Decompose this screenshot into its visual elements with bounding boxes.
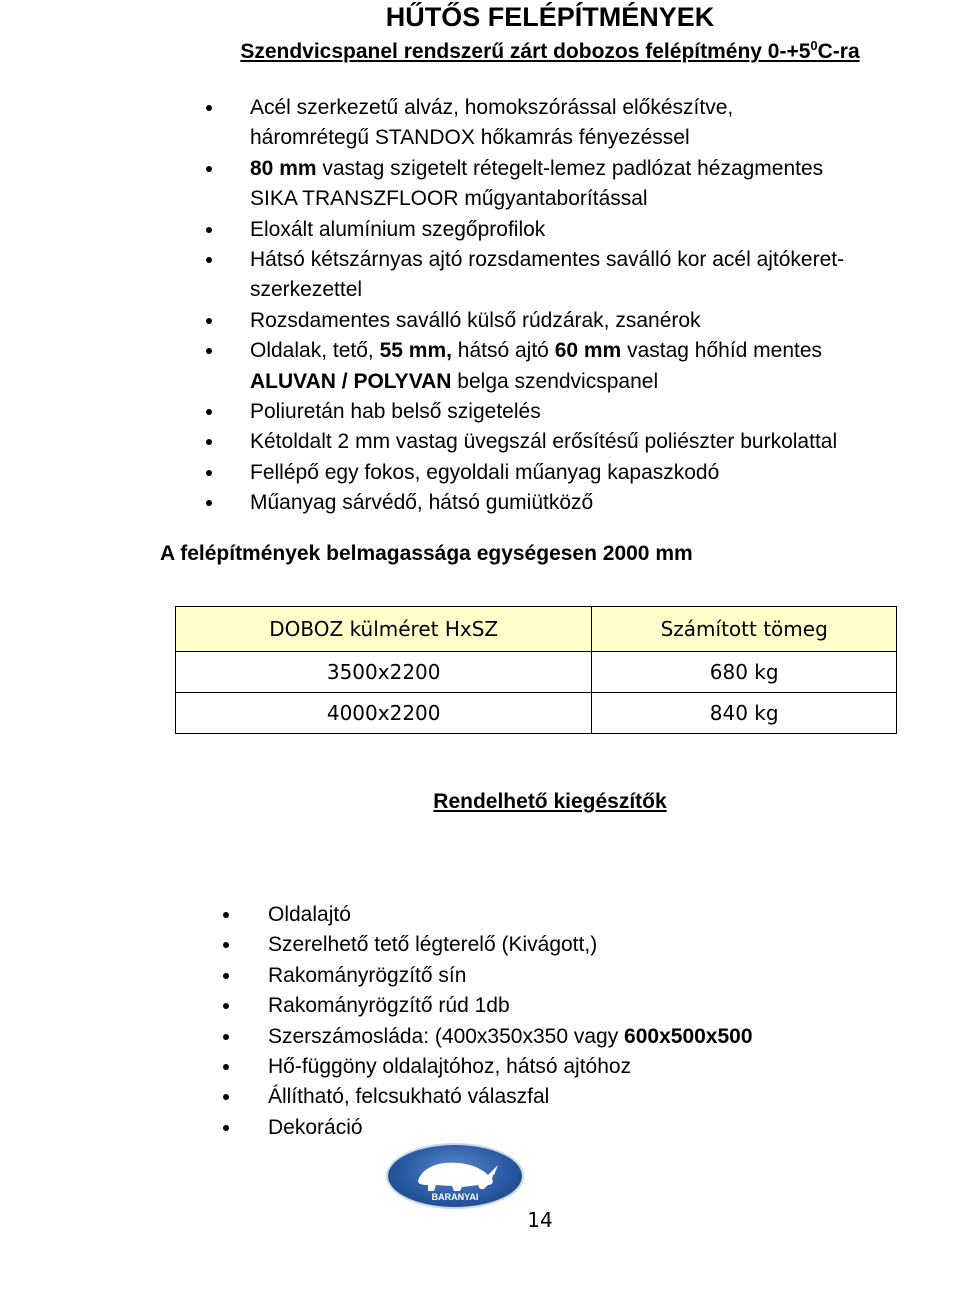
feature-item: Poliuretán hab belső szigetelés — [0, 397, 960, 427]
feature-item: 80 mm vastag szigetelt rétegelt-lemez padlózat hézagmentes SIKA TRANSZFLOOR műgyantaborítással — [0, 154, 960, 215]
page-number: 14 — [527, 1208, 553, 1232]
subtitle-unit: C-ra — [817, 40, 860, 63]
feature-list — [0, 93, 960, 519]
list-item: Dekoráció — [0, 1113, 753, 1143]
table-row — [176, 652, 897, 693]
column-header: Számított tömeg — [592, 607, 897, 652]
list-item: Szerszámosláda: (400x350x350 vagy 600x500x500 — [0, 1022, 753, 1052]
list-item: Rakományrögzítő sín — [0, 961, 753, 991]
interior-height-note: A felépítmények belmagassága egységesen 2000 mm — [160, 542, 693, 565]
list-item: Hő-függöny oldalajtóhoz, hátsó ajtóhoz — [0, 1052, 753, 1082]
accessories-list — [0, 900, 753, 1143]
feature-item: Műanyag sárvédő, hátsó gumiütköző — [0, 488, 960, 518]
subtitle-text: Szendvicspanel rendszerű zárt dobozos felépítmény 0-+5 — [240, 40, 811, 63]
list-item: Rakományrögzítő rúd 1db — [0, 991, 753, 1021]
page-title: HŰTŐS FELÉPÍTMÉNYEK — [385, 2, 715, 32]
list-item: Állítható, felcsukható válaszfal — [0, 1082, 753, 1112]
feature-item: Rozsdamentes saválló külső rúdzárak, zsanérok — [0, 306, 960, 336]
column-header: DOBOZ külméret HxSZ — [176, 607, 592, 652]
feature-item: Oldalak, tető, 55 mm, hátsó ajtó 60 mm vastag hőhíd mentes ALUVAN / POLYVAN belga szendvicspanel — [0, 336, 960, 397]
list-item: Szerelhető tető légterelő (Kivágott,) — [0, 930, 753, 960]
table-cell: 840 kg — [592, 693, 897, 734]
table-cell: 4000x2200 — [176, 693, 592, 734]
baranyai-logo — [388, 1145, 522, 1207]
feature-item: Hátsó kétszárnyas ajtó rozsdamentes saválló kor acél ajtókeret- szerkezettel — [0, 245, 960, 306]
subtitle-superscript: 0 — [810, 38, 818, 53]
feature-item: Fellépő egy fokos, egyoldali műanyag kapaszkodó — [0, 458, 960, 488]
feature-item: Acél szerkezetű alváz, homokszórással előkészítve, háromrétegű STANDOX hőkamrás fényezéssel — [0, 93, 960, 154]
dimensions-table — [175, 606, 897, 734]
feature-item: Eloxált alumínium szegőprofilok — [0, 215, 960, 245]
table-row — [176, 693, 897, 734]
list-item: Oldalajtó — [0, 900, 753, 930]
page-subtitle — [0, 38, 960, 64]
accessories-title: Rendelhető kiegészítők — [433, 790, 667, 813]
feature-item: Kétoldalt 2 mm vastag üvegszál erősítésű poliészter burkolattal — [0, 427, 960, 457]
table-header-row — [176, 607, 897, 652]
table-cell: 3500x2200 — [176, 652, 592, 693]
logo-text: BARANYAI — [431, 1192, 479, 1202]
rhino-icon — [388, 1145, 522, 1207]
table-cell: 680 kg — [592, 652, 897, 693]
